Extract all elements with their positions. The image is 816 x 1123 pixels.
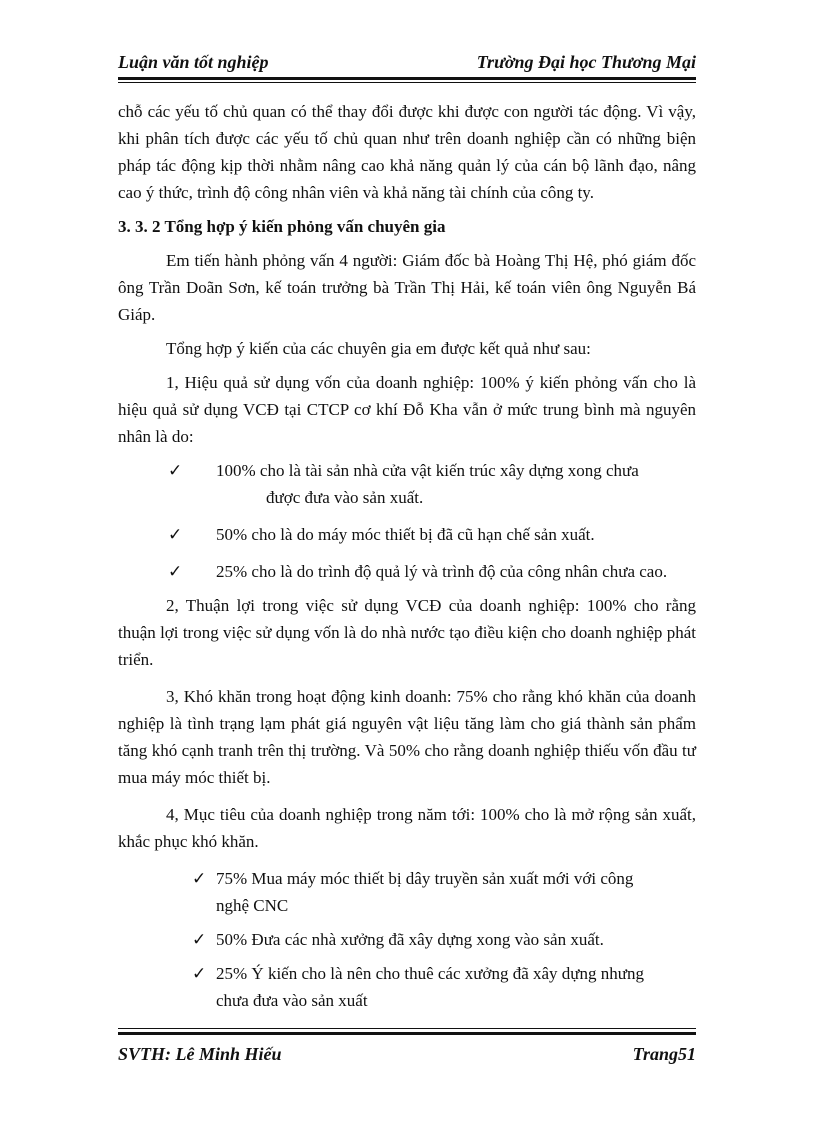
list-item (118, 457, 696, 511)
checkmark-icon: ✓ (168, 562, 183, 581)
paragraph-advantages: 2, Thuận lợi trong việc sử dụng VCĐ của doanh nghiệp: 100% cho rằng thuận lợi trong việc sử dụng vốn là do nhà nước tạo điều kiện cho doanh nghiệp phát triển. (118, 596, 696, 669)
list-item (118, 865, 696, 919)
paragraph-intro: chỗ các yếu tố chủ quan có thể thay đổi được khi được con người tác động. Vì vậy, khi phân tích được các yếu tố chủ quan như trên doanh nghiệp cần có những biện pháp tác động kịp thời nhằm nâng cao khả năng quản lý của cán bộ lãnh đạo, nâng cao ý thức, trình độ công nhân viên và khả năng tài chính của công ty. (118, 102, 696, 202)
checkmark-icon: ✓ (168, 461, 183, 480)
checkmark-icon: ✓ (168, 525, 183, 544)
list-item-text: 25% cho là do trình độ quả lý và trình độ của công nhân chưa cao. (216, 562, 668, 581)
list-item-text: 75% Mua máy móc thiết bị dây truyền sản xuất mới với công (216, 869, 634, 888)
footer-student: SVTH: Lê Minh Hiếu (118, 1044, 282, 1064)
paragraph-goals: 4, Mục tiêu của doanh nghiệp trong năm tới: 100% cho là mở rộng sản xuất, khắc phục khó khăn. (118, 805, 696, 851)
list-item-text-cont: được đưa vào sản xuất. (266, 488, 424, 507)
page-header (118, 50, 696, 80)
list-item (118, 926, 696, 953)
page-content (118, 98, 696, 1014)
checkmark-icon: ✓ (192, 930, 207, 949)
footer-page-number: Trang51 (632, 1044, 696, 1064)
list-item-text: 100% cho là tài sản nhà cửa vật kiến trúc xây dựng xong chưa (216, 461, 639, 480)
header-thesis-title: Luận văn tốt nghiệp (118, 52, 269, 72)
header-university: Trường Đại học Thương Mại (476, 52, 696, 72)
page-footer (118, 1028, 696, 1078)
list-item-text: 25% Ý kiến cho là nên cho thuê các xưởng đã xây dựng nhưng (216, 964, 644, 983)
checkmark-icon: ✓ (192, 964, 207, 983)
footer-rule-thick (118, 1032, 696, 1035)
list-item-text-cont: chưa đưa vào sản xuất (216, 991, 368, 1010)
paragraph-interview: Em tiến hành phỏng vấn 4 người: Giám đốc bà Hoàng Thị Hệ, phó giám đốc ông Trần Doãn Sơn, kế toán trưởng bà Trần Thị Hải, kế toán viên ông Nguyễn Bá Giáp. (118, 251, 696, 324)
paragraph-summary: Tổng hợp ý kiến của các chuyên gia em được kết quả như sau: (166, 339, 591, 358)
list-item (118, 960, 696, 1014)
header-rule-thick (118, 77, 696, 80)
list-item-text-cont: nghệ CNC (216, 896, 289, 915)
list-item-text: 50% cho là do máy móc thiết bị đã cũ hạn chế sản xuất. (216, 525, 595, 544)
header-rule-thin (118, 82, 696, 83)
list-item (118, 558, 696, 585)
footer-rule-thin (118, 1028, 696, 1029)
section-heading: 3. 3. 2 Tổng hợp ý kiến phỏng vấn chuyên gia (118, 217, 446, 236)
checkmark-icon: ✓ (192, 869, 207, 888)
list-item (118, 521, 696, 548)
paragraph-efficiency: 1, Hiệu quả sử dụng vốn của doanh nghiệp: 100% ý kiến phỏng vấn cho là hiệu quả sử dụng VCĐ tại CTCP cơ khí Đỗ Kha vẫn ở mức trung bình mà nguyên nhân là do: (118, 373, 696, 446)
list-item-text: 50% Đưa các nhà xưởng đã xây dựng xong vào sản xuất. (216, 930, 604, 949)
paragraph-difficulties: 3, Khó khăn trong hoạt động kinh doanh: 75% cho rằng khó khăn của doanh nghiệp là tình trạng lạm phát giá nguyên vật liệu tăng làm cho giá thành sản phẩm tăng khó cạnh tranh trên thị trường. Và 50% cho rằng doanh nghiệp thiếu vốn đầu tư mua máy móc thiết bị. (118, 687, 696, 787)
